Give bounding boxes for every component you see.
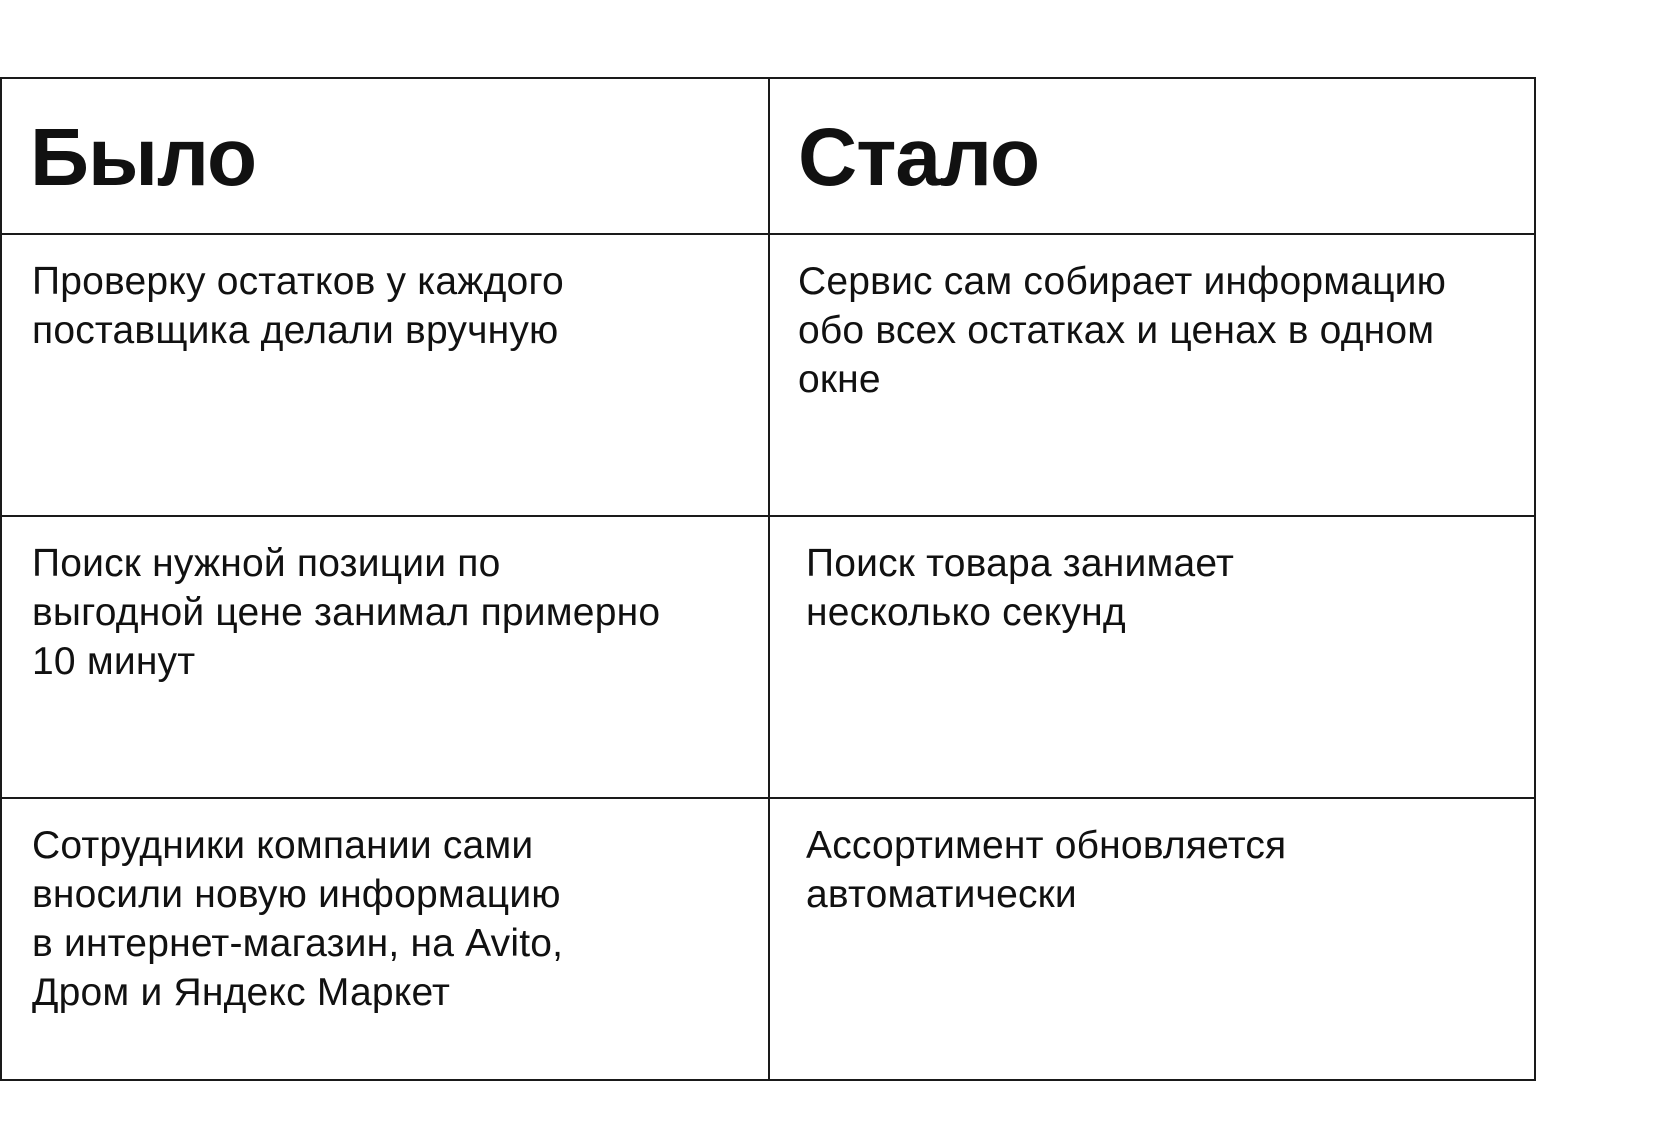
cell-after-text: Поиск товара занимает несколько секунд: [806, 542, 1235, 634]
header-cell-after: [769, 78, 1535, 234]
cell-before: [1, 798, 769, 1080]
table-row: [1, 234, 1535, 516]
cell-after-text: Ассортимент обновляется автоматически: [806, 824, 1287, 916]
comparison-table: [0, 77, 1536, 1081]
table-row: [1, 516, 1535, 798]
header-before: Было: [30, 112, 257, 203]
header-row: [1, 78, 1535, 234]
header-cell-before: [1, 78, 769, 234]
cell-before-text: Сотрудники компании сами вносили новую информацию в интернет-магазин, на Avito, Дром и Яндекс Маркет: [32, 824, 564, 1014]
cell-before-text: Поиск нужной позиции по выгодной цене занимал примерно 10 минут: [32, 542, 661, 683]
cell-after: [769, 234, 1535, 516]
table-row: [1, 798, 1535, 1080]
cell-after: [769, 516, 1535, 798]
cell-after-text: Сервис сам собирает информацию обо всех остатках и ценах в одном окне: [798, 260, 1447, 401]
cell-before-text: Проверку остатков у каждого поставщика делали вручную: [32, 260, 564, 352]
cell-before: [1, 234, 769, 516]
cell-after: [769, 798, 1535, 1080]
header-after: Стало: [798, 112, 1040, 203]
cell-before: [1, 516, 769, 798]
